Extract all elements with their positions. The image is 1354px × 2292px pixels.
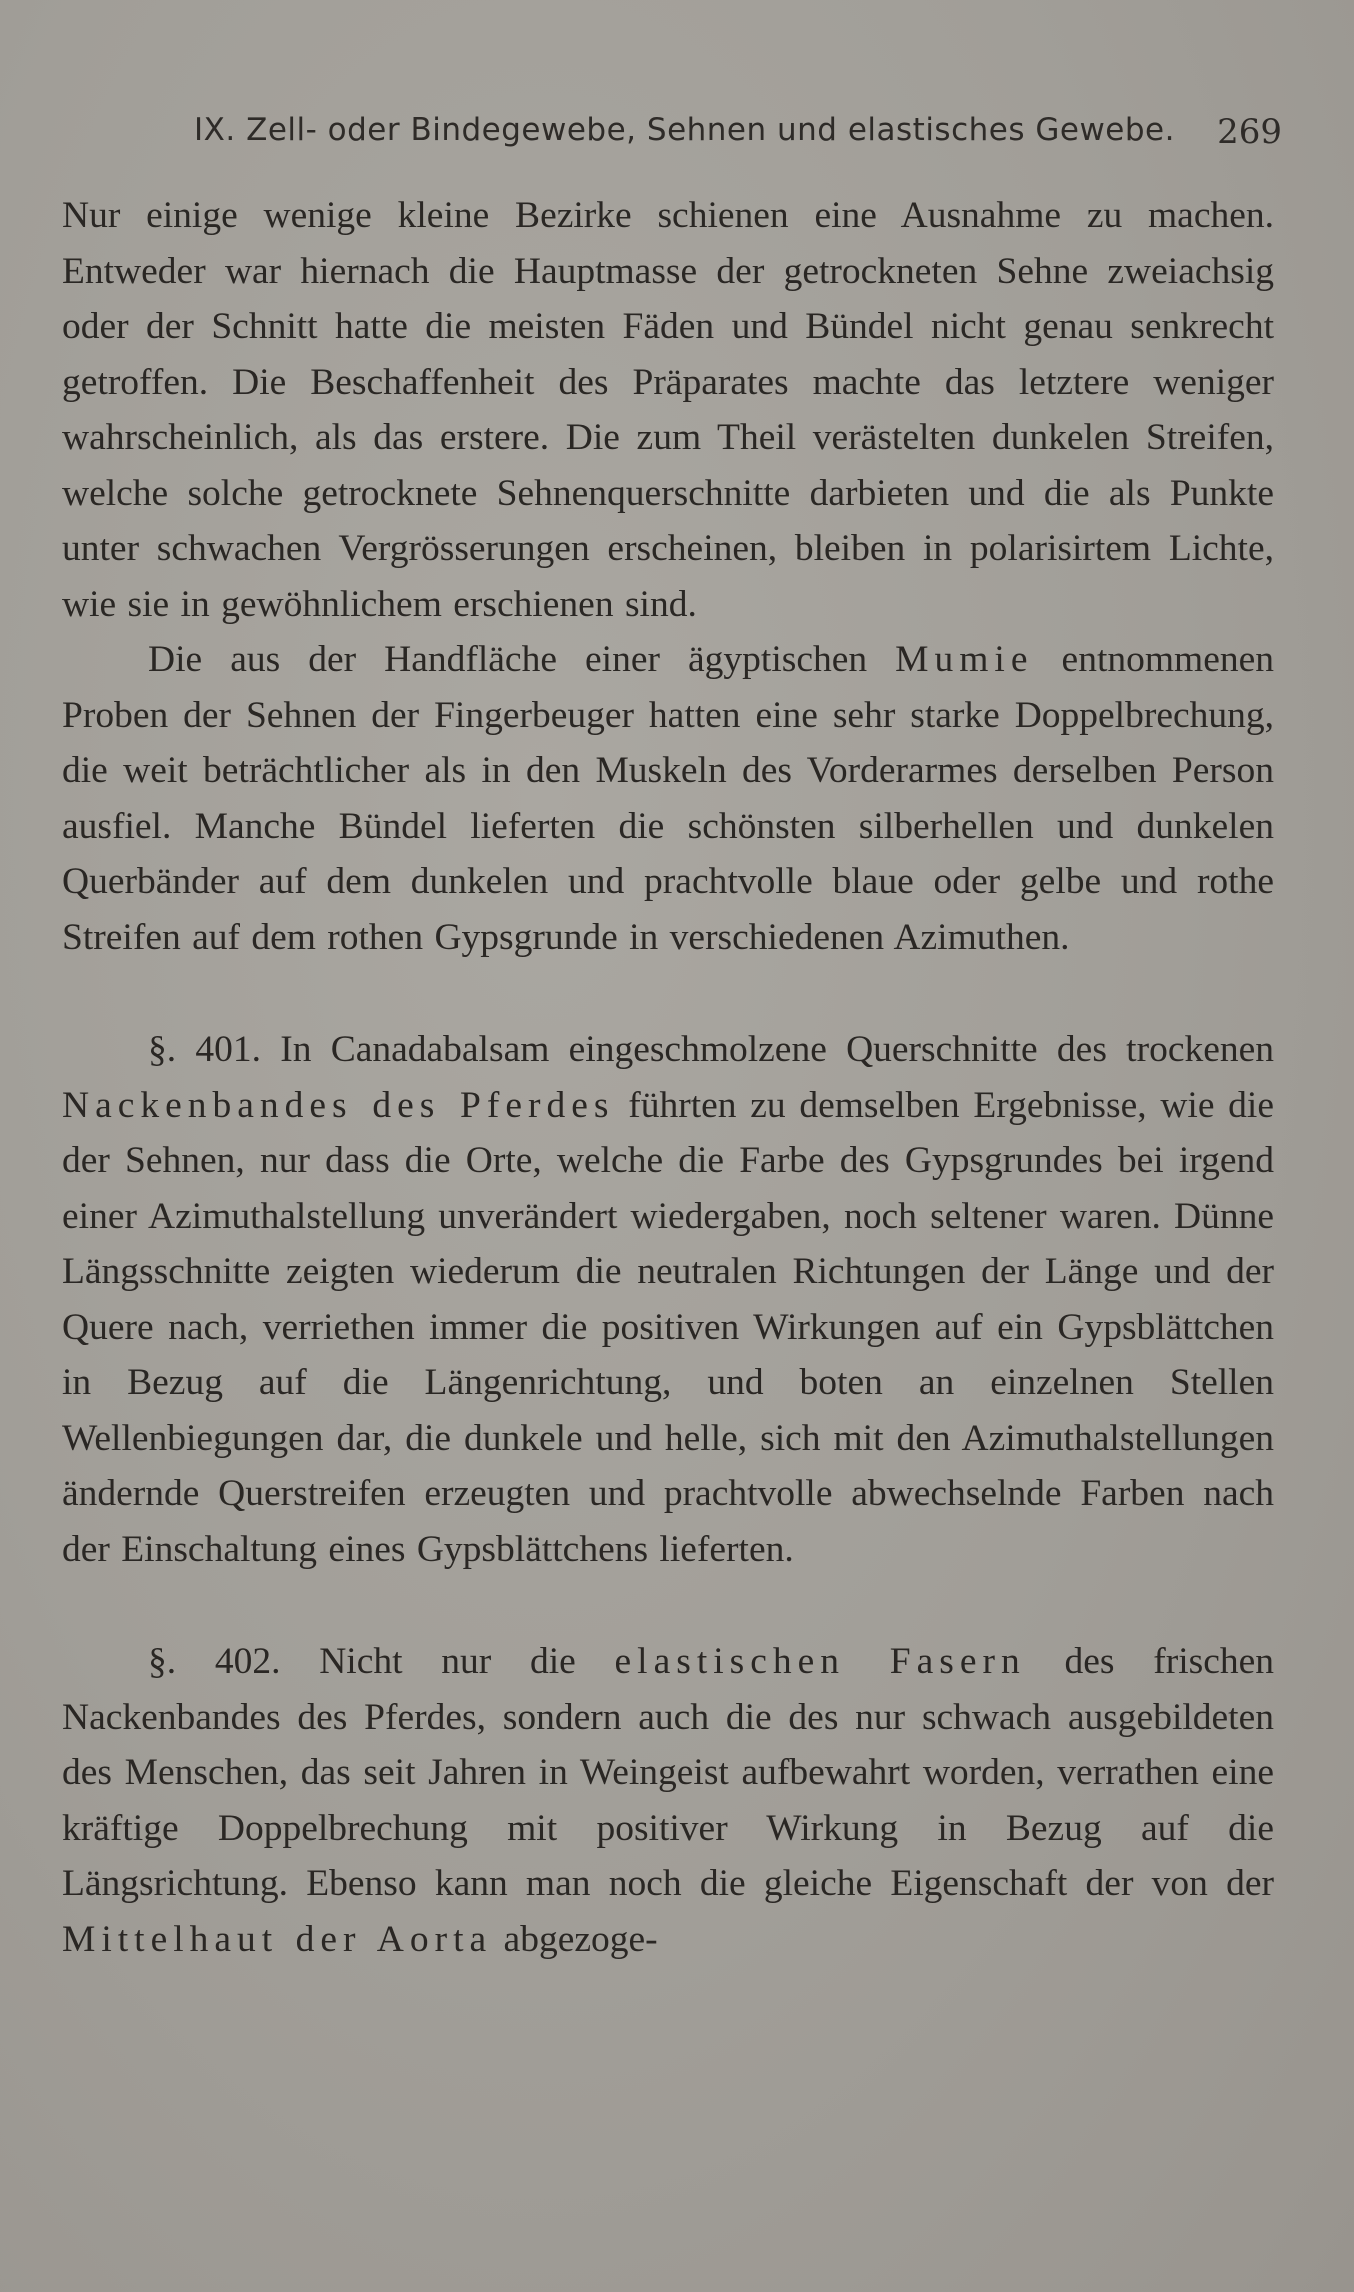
paragraph-text-start: §. 401. In Canadabalsam eingeschmolzene Querschnitte des trockenen [148,1029,1274,1070]
paragraph-text-start: §. 402. Nicht nur die [148,1641,615,1682]
paragraph-text-end: abgezoge- [492,1918,658,1960]
page-number: 269 [1217,112,1282,152]
paragraph-text-end: entnommenen Proben der Sehnen der Fingerbeuger hatten eine sehr starke Doppelbrechung, die weit beträchtlicher als in den Muskeln des Vorderarmes derselben Person ausfiel. Manche Bündel lieferten die schönsten silberhellen und dunkelen Querbänder auf dem dunkelen und prachtvolle blaue oder gelbe und rothe Streifen auf dem rothen Gypsgrunde in verschiedenen Azimuthen. [62,639,1274,958]
body-text [62,188,1274,1967]
paragraph-text-middle: des frischen Nackenbandes des Pferdes, sondern auch die des nur schwach ausgebildeten des Menschen, das seit Jahren in Weingeist aufbewahrt worden, verrathen eine kräftige Doppelbrechung mit positiver Wirkung in Bezug auf die Längsrichtung. Ebenso kann man noch die gleiche Eigenschaft der von der [62,1641,1274,1904]
emphasis-spaced: Mumie [895,639,1034,680]
paragraph-section-401 [62,1022,1274,1577]
paragraph-text: Nur einige wenige kleine Bezirke schienen eine Ausnahme zu machen. Entweder war hiernach die Hauptmasse der getrockneten Sehne zweiachsig oder der Schnitt hatte die meisten Fäden und Bündel nicht genau senkrecht getroffen. Die Beschaffenheit des Präparates machte das letztere weniger wahrscheinlich, als das erstere. Die zum Theil verästelten dunkelen Streifen, welche solche getrocknete Sehnenquerschnitte darbieten und die als Punkte unter schwachen Vergrösserungen erscheinen, bleiben in polarisirtem Lichte, wie sie in gewöhnlichem erschienen sind. [62,195,1274,625]
paragraph-mumie [62,632,1274,965]
paragraph-text-start: Die aus der Handfläche einer ägyptischen [148,639,896,680]
emphasis-spaced: Nackenbandes des Pferdes [62,1084,615,1126]
emphasis-spaced: elastischen Fasern [614,1641,1026,1682]
emphasis-spaced-second: Mittelhaut der Aorta [62,1918,493,1960]
paragraph-text-end: führten zu demselben Ergebnisse, wie die der Sehnen, nur dass die Orte, welche die Farbe des Gypsgrundes bei irgend einer Azimuthalstellung unverändert wiedergaben, noch seltener waren. Dünne Längsschnitte zeigten wiederum die neutralen Richtungen der Länge und der Quere nach, verriethen immer die positiven Wirkungen auf ein Gypsblättchen in Bezug auf die Längenrichtung, und boten an einzelnen Stellen Wellenbiegungen dar, die dunkele und helle, sich mit den Azimuthalstellungen ändernde Querstreifen erzeugten und prachtvolle abwechselnde Farben nach der Einschaltung eines Gypsblättchens lieferten. [62,1084,1274,1570]
paragraph-continuation [62,188,1274,632]
running-title: IX. Zell- oder Bindegewebe, Sehnen und elastisches Gewebe. [194,112,1175,148]
running-head [66,112,1282,164]
paragraph-section-402 [62,1634,1274,1967]
